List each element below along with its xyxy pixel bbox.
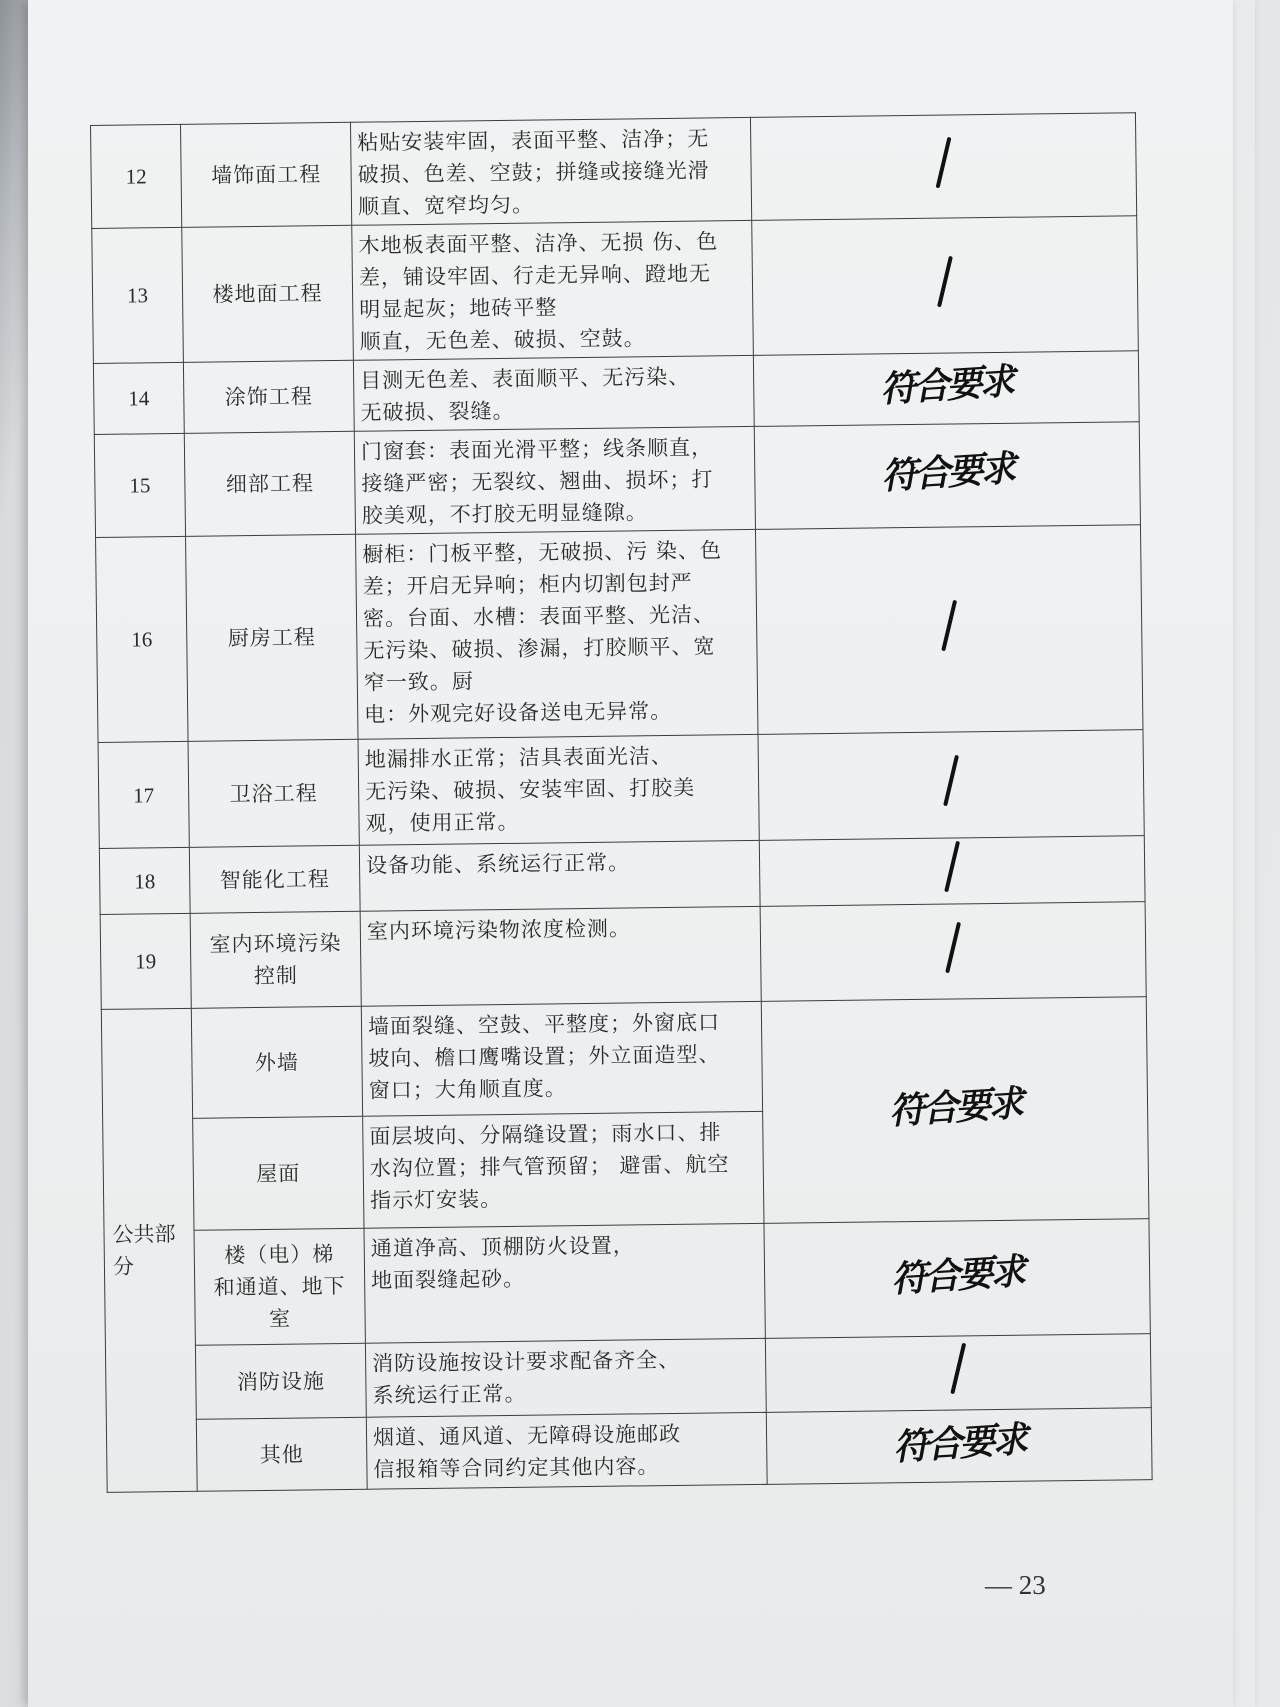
check-result: [753, 351, 1139, 427]
row-number: 14: [93, 362, 184, 434]
group-label-public: 公共部分: [101, 1008, 197, 1492]
row-number: 12: [91, 124, 182, 228]
item-name: 外墙: [191, 1006, 362, 1118]
table-row: [93, 351, 1139, 435]
check-result: [758, 730, 1144, 841]
row-number: 17: [98, 741, 189, 848]
item-requirement: 地漏排水正常；洁具表面光洁、 无污染、破损、安装牢固、打胶美 观，使用正常。: [358, 734, 759, 845]
item-name: 墙饰面工程: [180, 122, 351, 227]
item-requirement: 门窗套：表面光滑平整；线条顺直， 接缝严密；无裂纹、翘曲、损坏；打 胶美观，不打胶无明显缝隙。: [354, 426, 755, 534]
check-result: [766, 1408, 1152, 1485]
item-requirement: 室内环境污染物浓度检测。: [360, 906, 761, 1006]
check-result: [765, 1334, 1151, 1413]
item-name: 楼（电）梯 和通道、地下 室: [194, 1228, 365, 1345]
handwritten-signature: 符合要求: [880, 448, 1015, 498]
table-row: [92, 216, 1139, 364]
table-row: [98, 730, 1144, 849]
row-number: 13: [92, 227, 184, 363]
row-number: 15: [94, 433, 185, 537]
item-requirement: 消防设施按设计要求配备齐全、 系统运行正常。: [365, 1338, 766, 1417]
handwritten-signature: 符合要求: [891, 1418, 1027, 1469]
table-row: [100, 902, 1146, 1010]
item-requirement: 目测无色差、表面顺平、无污染、 无破损、裂缝。: [353, 355, 754, 431]
item-requirement: 通道净高、顶棚防火设置， 地面裂缝起砂。: [364, 1223, 765, 1343]
inspection-table-wrap: [90, 112, 1153, 1493]
slash-mark: [941, 599, 957, 651]
slash-mark: [945, 921, 961, 973]
item-name: 涂饰工程: [183, 360, 354, 433]
slash-mark: [943, 755, 959, 807]
handwritten-signature: 符合要求: [879, 361, 1014, 411]
table-row: [104, 1219, 1150, 1347]
check-result: [752, 216, 1139, 356]
row-number: 19: [100, 913, 191, 1009]
check-result: [761, 997, 1149, 1224]
handwritten-signature: 符合要求: [887, 1082, 1023, 1133]
table-row: [94, 422, 1140, 538]
item-requirement: 设备功能、系统运行正常。: [359, 840, 760, 911]
item-requirement: 烟道、通风道、无障碍设施邮政 信报箱等合同约定其他内容。: [366, 1412, 767, 1489]
page-number: — 23: [985, 1570, 1046, 1600]
item-requirement: 墙面裂缝、空鼓、平整度；外窗底口 坡向、檐口鹰嘴设置；外立面造型、 窗口；大角顺直度。: [361, 1001, 762, 1116]
item-requirement: 面层坡向、分隔缝设置；雨水口、排 水沟位置；排气管预留； 避雷、航空 指示灯安装。: [363, 1111, 764, 1228]
check-result: [764, 1219, 1150, 1339]
check-result: [755, 525, 1142, 735]
item-name: 细部工程: [184, 431, 355, 536]
table-row: [106, 1408, 1152, 1493]
item-requirement: 橱柜：门板平整，无破损、污 染、色 差；开启无异响；柜内切割包封严 密。台面、水槽：表面平整、光洁、 无污染、破损、渗漏，打胶顺平、宽 窄一致。厨 电：外观完好设备送电无异常。: [356, 529, 758, 739]
row-number: 18: [99, 847, 190, 914]
table-row: [96, 525, 1143, 743]
row-number: 16: [96, 536, 188, 742]
check-result: [759, 836, 1145, 907]
item-name: 楼地面工程: [182, 225, 354, 362]
item-name: 室内环境污染 控制: [190, 911, 361, 1008]
check-result: [760, 902, 1146, 1002]
item-requirement: 木地板表面平整、洁净、无损 伤、色 差，铺设牢固、行走无异响、蹬地无 明显起灰；地砖平整 顺直，无色差、破损、空鼓。: [352, 220, 754, 360]
item-name: 屋面: [193, 1116, 364, 1230]
item-name: 卫浴工程: [188, 739, 359, 847]
check-result: [750, 113, 1136, 221]
item-name: 厨房工程: [186, 534, 358, 741]
item-name: 消防设施: [195, 1343, 366, 1419]
table-row: [101, 997, 1147, 1120]
inspection-table: [90, 112, 1153, 1493]
item-requirement: 粘贴安装牢固，表面平整、洁净；无 破损、色差、空鼓；拼缝或接缝光滑 顺直、宽窄均匀。: [350, 117, 751, 225]
check-result: [754, 422, 1140, 530]
slash-mark: [944, 841, 960, 893]
item-name: 智能化工程: [189, 845, 360, 913]
slash-mark: [937, 255, 953, 307]
handwritten-signature: 符合要求: [889, 1251, 1025, 1301]
table-row: [91, 113, 1137, 229]
slash-mark: [936, 136, 952, 188]
table-row: [105, 1334, 1151, 1421]
item-name: 其他: [196, 1417, 367, 1491]
slash-mark: [950, 1343, 966, 1395]
